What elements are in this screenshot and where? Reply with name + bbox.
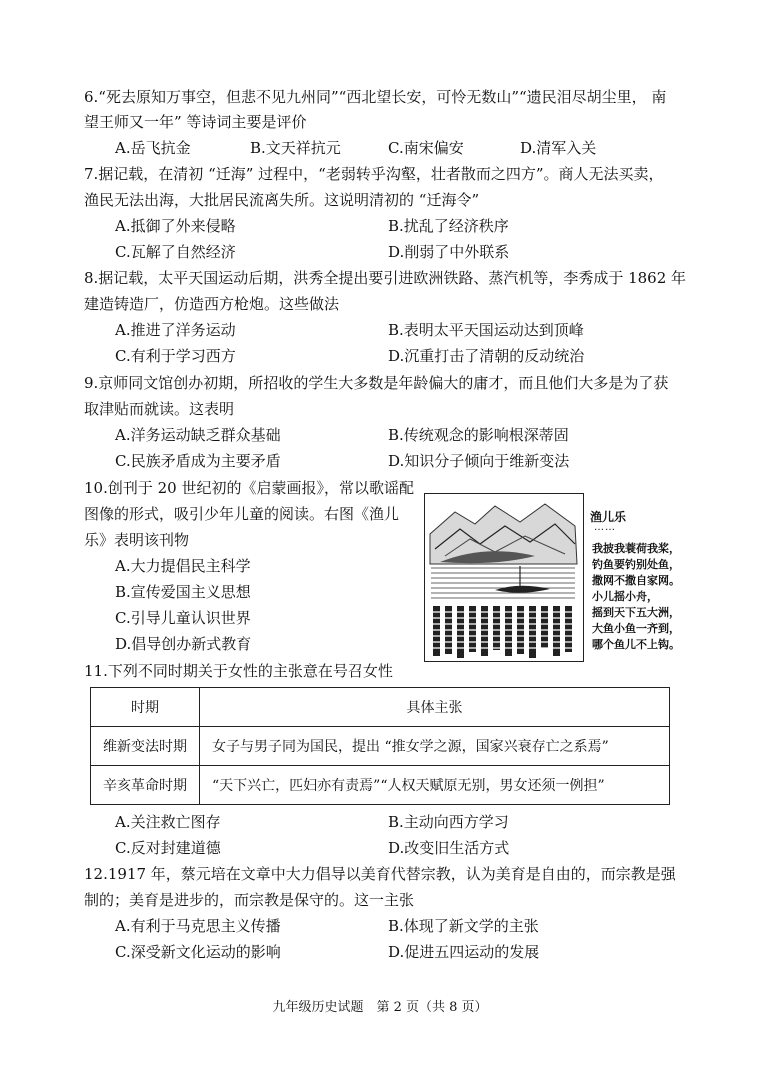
q7-option-c: C.瓦解了自然经济 <box>115 243 236 261</box>
q11-table <box>90 687 670 805</box>
woodcut-image <box>425 494 583 661</box>
q6-option-b: B.文天祥抗元 <box>250 139 341 157</box>
poem-line-7: 哪个鱼儿不上钩。 <box>592 638 680 651</box>
q8-stem-line2: 建造铸造厂，仿造西方枪炮。这些做法 <box>84 295 340 313</box>
q10-option-d: D.倡导创办新式教育 <box>115 635 252 653</box>
poem-line-1: 我披我蓑荷我桨， <box>592 542 680 555</box>
q12-option-c: C.深受新文化运动的影响 <box>115 943 281 961</box>
q7-option-d: D.削弱了中外联系 <box>388 243 510 261</box>
poem-line-5: 摇到天下五大洲， <box>592 606 680 619</box>
poem-line-6: 大鱼小鱼一齐到， <box>592 622 680 635</box>
q6-option-a: A.岳飞抗金 <box>115 139 191 157</box>
table-cell-period: 辛亥革命时期 <box>91 766 200 805</box>
q10-stem-line1: 10.创刊于 20 世纪初的《启蒙画报》，常以歌谣配 <box>84 479 414 497</box>
table-row <box>91 766 670 805</box>
q9-option-c: C.民族矛盾成为主要矛盾 <box>115 452 281 470</box>
q8-option-d: D.沉重打击了清朝的反动统治 <box>388 347 585 365</box>
q11-option-a: A.关注救亡图存 <box>115 813 221 831</box>
q10-stem-line2: 图像的形式，吸引少年儿童的阅读。右图《渔儿 <box>84 505 400 523</box>
table-cell-content: 女子与男子同为国民，提出 “推女学之源，国家兴衰存亡之系焉” <box>200 727 670 766</box>
q6-stem-line1: 6.“死去原知万事空，但悲不见九州同”“西北望长安，可怜无数山”“遗民泪尽胡尘里， 南 <box>84 88 667 106</box>
q12-option-d: D.促进五四运动的发展 <box>388 943 540 961</box>
q6-option-c: C.南宋偏安 <box>388 139 464 157</box>
q10-option-c: C.引导儿童认识世界 <box>115 609 251 627</box>
q8-option-a: A.推进了洋务运动 <box>115 321 236 339</box>
q8-option-c: C.有利于学习西方 <box>115 347 236 365</box>
q7-option-b: B.扰乱了经济秩序 <box>388 217 509 235</box>
table-header-period: 时期 <box>91 688 200 727</box>
q11-stem: 11.下列不同时期关于女性的主张意在号召女性 <box>84 662 393 680</box>
q8-stem-line1: 8.据记载，太平天国运动后期，洪秀全提出要引进欧洲铁路、蒸汽机等，李秀成于 1862 年 <box>84 269 687 287</box>
page-footer: 九年级历史试题 第 2 页（共 8 页） <box>272 1000 488 1015</box>
poem-title: 渔儿乐 <box>590 510 627 524</box>
poem-line-4: 小儿摇小舟， <box>592 590 658 603</box>
q12-option-a: A.有利于马克思主义传播 <box>115 917 281 935</box>
q10-option-b: B.宣传爱国主义思想 <box>115 583 251 601</box>
q12-option-b: B.体现了新文学的主张 <box>388 917 539 935</box>
table-cell-content: “天下兴亡，匹妇亦有责焉”“人权天赋原无别，男女还须一例担” <box>200 766 670 805</box>
q11-option-c: C.反对封建道德 <box>115 839 221 857</box>
q8-option-b: B.表明太平天国运动达到顶峰 <box>388 321 584 339</box>
q9-option-d: D.知识分子倾向于维新变法 <box>388 452 570 470</box>
q7-stem-line2: 渔民无法出海，大批居民流离失所。这说明清初的 “迁海令” <box>84 191 480 209</box>
q11-option-d: D.改变旧生活方式 <box>388 839 510 857</box>
q12-stem-line1: 12.1917 年，蔡元培在文章中大力倡导以美育代替宗教，认为美育是自由的，而宗教是强 <box>84 865 676 883</box>
poem-ellipsis: …… <box>594 522 616 533</box>
q7-option-a: A.抵御了外来侵略 <box>115 217 236 235</box>
q10-option-a: A.大力提倡民主科学 <box>115 557 251 575</box>
q9-stem-line2: 取津贴而就读。这表明 <box>84 400 235 418</box>
q11-option-b: B.主动向西方学习 <box>388 813 509 831</box>
table-row <box>91 727 670 766</box>
poem-line-3: 撒网不撒自家网。 <box>592 574 680 587</box>
q6-stem-line2: 望王师又一年” 等诗词主要是评价 <box>84 113 307 131</box>
poem-line-2: 钓鱼要钓别处鱼， <box>592 558 680 571</box>
table-cell-period: 维新变法时期 <box>91 727 200 766</box>
q9-option-b: B.传统观念的影响根深蒂固 <box>388 426 569 444</box>
q9-stem-line1: 9.京师同文馆创办初期，所招收的学生大多数是年龄偏大的庸才，而且他们大多是为了获 <box>84 374 669 392</box>
q9-option-a: A.洋务运动缺乏群众基础 <box>115 426 281 444</box>
q7-stem-line1: 7.据记载，在清初 “迁海” 过程中，“老弱转乎沟壑，壮者散而之四方”。商人无法买卖， <box>84 165 664 183</box>
woodcut-illustration <box>424 493 584 662</box>
table-header-content: 具体主张 <box>200 688 670 727</box>
table-header-row <box>91 688 670 727</box>
q6-option-d: D.清军入关 <box>520 139 597 157</box>
q12-stem-line2: 制的；美育是进步的，而宗教是保守的。这一主张 <box>84 891 415 909</box>
q10-stem-line3: 乐》表明该刊物 <box>84 531 190 549</box>
